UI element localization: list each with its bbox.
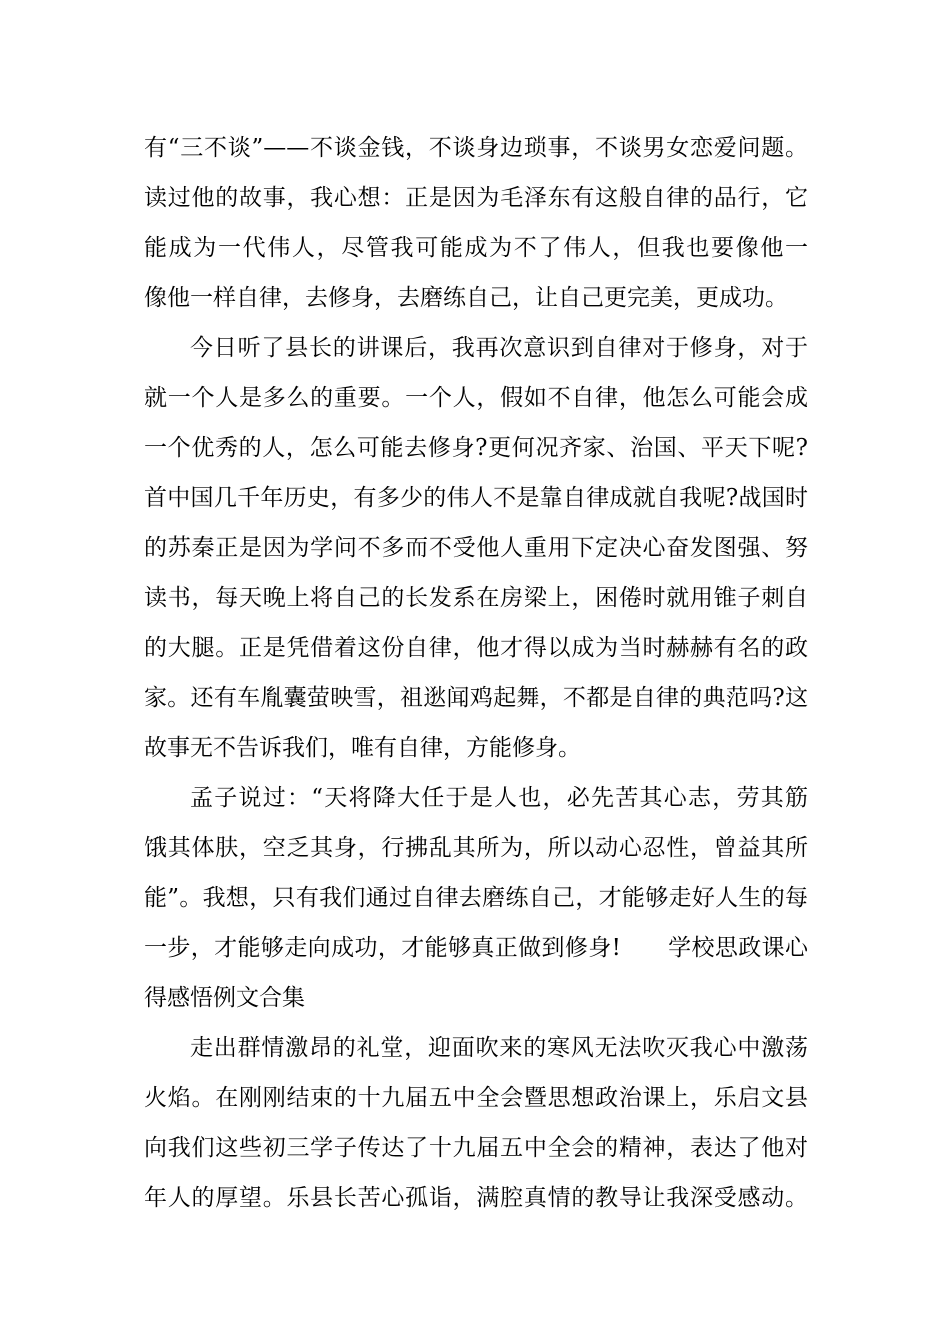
body-line: 一个优秀的人，怎么可能去修身?更何况齐家、治国、平天下呢? — [144, 435, 808, 461]
body-line: 首中国几千年历史，有多少的伟人不是靠自律成就自我呢?战国时 — [144, 485, 808, 511]
body-line: 读过他的故事，我心想：正是因为毛泽东有这般自律的品行，它 — [144, 185, 808, 211]
document-body — [144, 123, 808, 1223]
body-line: 像他一样自律，去修身，去磨练自己，让自己更完美，更成功。 — [144, 285, 788, 311]
body-line: 能成为一代伟人，尽管我可能成为不了伟人，但我也要像他一 — [144, 235, 808, 261]
body-line: 得感悟例文合集 — [144, 985, 305, 1011]
body-line: 就一个人是多么的重要。一个人，假如不自律，他怎么可能会成 — [144, 385, 808, 411]
body-line: 故事无不告诉我们，唯有自律，方能修身。 — [144, 735, 581, 761]
paragraph-first-line: 孟子说过：“天将降大任于是人也，必先苦其心志，劳其筋 — [190, 785, 808, 811]
body-line: 年人的厚望。乐县长苦心孤诣，满腔真情的教导让我深受感动。 — [144, 1185, 808, 1211]
body-line: 的大腿。正是凭借着这份自律，他才得以成为当时赫赫有名的政 — [144, 635, 808, 661]
body-line: 家。还有车胤囊萤映雪，祖逖闻鸡起舞，不都是自律的典范吗?这 — [144, 685, 808, 711]
body-line: 饿其体肤，空乏其身，行拂乱其所为，所以动心忍性，曾益其所 — [144, 835, 808, 861]
body-line: 火焰。在刚刚结束的十九届五中全会暨思想政治课上，乐启文县 — [144, 1085, 808, 1111]
body-line: 的苏秦正是因为学问不多而不受他人重用下定决心奋发图强、努 — [144, 535, 808, 561]
body-line: 向我们这些初三学子传达了十九届五中全会的精神，表达了他对 — [144, 1135, 808, 1161]
body-line: 读书，每天晚上将自己的长发系在房梁上，困倦时就用锥子刺自 — [144, 585, 808, 611]
paragraph-first-line: 今日听了县长的讲课后，我再次意识到自律对于修身，对于 — [190, 335, 808, 361]
paragraph-first-line: 走出群情激昂的礼堂，迎面吹来的寒风无法吹灭我心中激荡 — [190, 1035, 808, 1061]
body-line: 有“三不谈”——不谈金钱，不谈身边琐事，不谈男女恋爱问题。 — [144, 135, 808, 161]
body-line: 一步，才能够走向成功，才能够真正做到修身! 学校思政课心 — [144, 935, 808, 961]
body-line: 能”。我想，只有我们通过自律去磨练自己，才能够走好人生的每 — [144, 885, 808, 911]
